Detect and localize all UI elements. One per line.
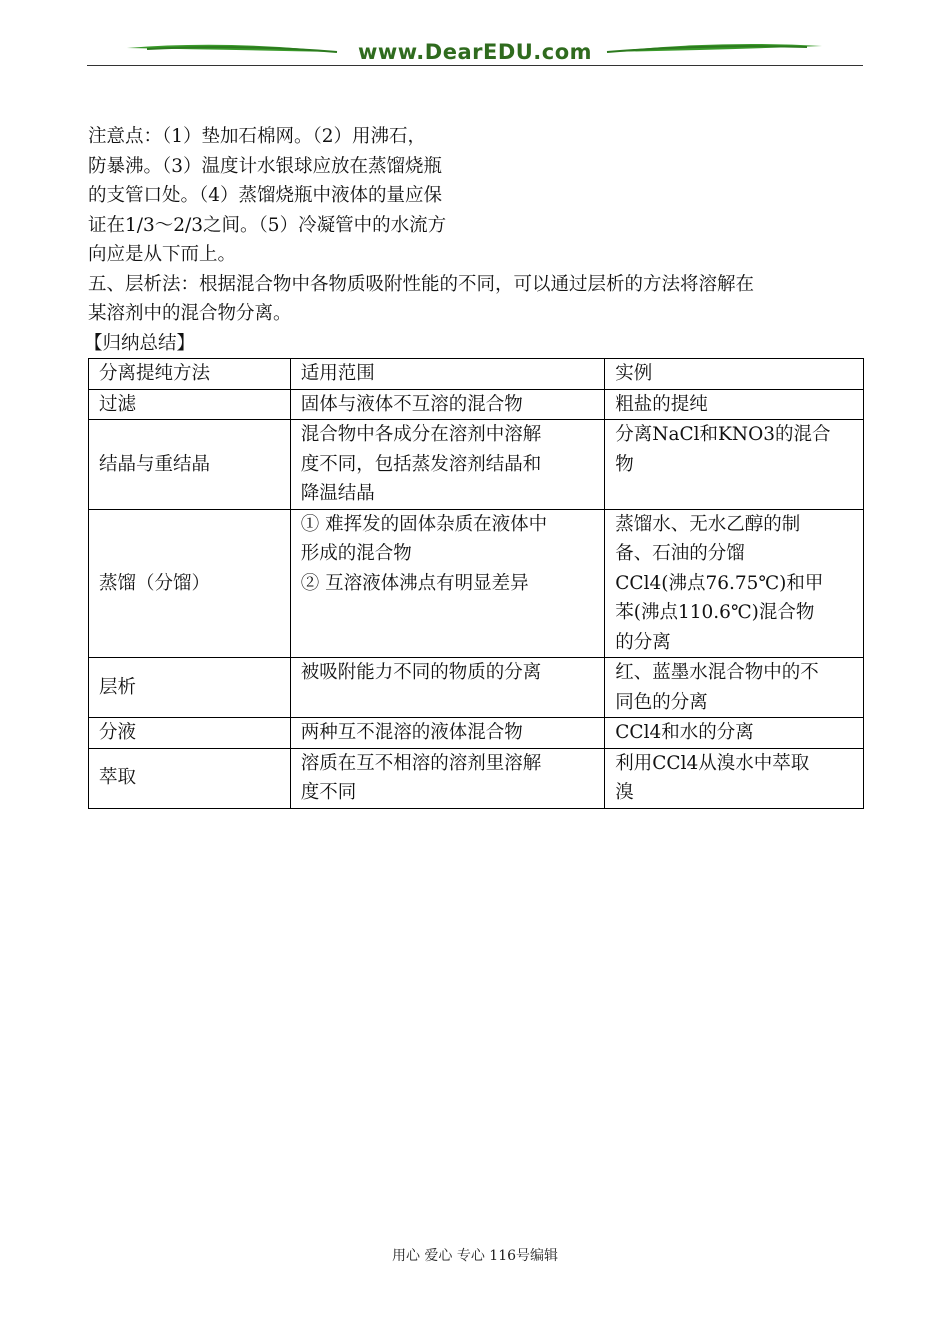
section5-line: 五、层析法：根据混合物中各物质吸附性能的不同，可以通过层析的方法将溶解在 (88, 273, 755, 295)
scope-cell (290, 389, 605, 420)
scope-line: 降温结晶 (300, 483, 375, 504)
example-cell (605, 718, 864, 749)
example-line: CCl4(沸点76.75℃)和甲 (615, 572, 824, 594)
example-line: 的分离 (615, 631, 671, 653)
example-line: 物 (615, 453, 634, 475)
scope-cell (290, 718, 605, 749)
method-cell: 蒸馏（分馏） (89, 509, 291, 658)
table-row (89, 748, 864, 808)
document-body (84, 122, 864, 809)
section5-line: 某溶剂中的混合物分离。 (88, 303, 292, 324)
example-line: 红、蓝墨水混合物中的不 (615, 662, 819, 683)
example-cell (605, 509, 864, 658)
scope-cell (290, 509, 605, 658)
example-line: 溴 (615, 782, 634, 803)
example-cell (605, 389, 864, 420)
notes-line: 防暴沸。（3）温度计水银球应放在蒸馏烧瓶 (88, 155, 443, 177)
method-cell: 过滤 (89, 389, 291, 420)
notes-line: 注意点：（1）垫加石棉网。（2）用沸石， (88, 126, 427, 147)
header-cell-example: 实例 (605, 359, 864, 390)
example-line: CCl4和水的分离 (615, 722, 754, 743)
table-row (89, 658, 864, 718)
example-line: 同色的分离 (615, 691, 708, 713)
page-footer: 用心 爱心 专心 116号编辑 (391, 1248, 559, 1264)
method-cell: 层析 (89, 658, 291, 718)
site-logo[interactable]: www.DearEDU.com (357, 40, 593, 64)
table-row (89, 718, 864, 749)
example-cell (605, 420, 864, 510)
header-divider (87, 65, 863, 66)
scope-line: 度不同，包括蒸发溶剂结晶和 (300, 453, 542, 475)
example-line: 备、石油的分馏 (615, 543, 745, 564)
scope-line: 被吸附能力不同的物质的分离 (300, 662, 542, 683)
site-header (87, 38, 863, 68)
scope-line: ① 难挥发的固体杂质在液体中 (300, 513, 548, 535)
table-row (89, 389, 864, 420)
notes-line: 证在1/3～2/3之间。（5）冷凝管中的水流方 (88, 214, 447, 236)
method-cell: 分液 (89, 718, 291, 749)
header-cell-method: 分离提纯方法 (89, 359, 291, 390)
scope-line: ② 互溶液体沸点有明显差异 (300, 572, 529, 594)
scope-line: 固体与液体不互溶的混合物 (300, 393, 523, 415)
table-row (89, 509, 864, 658)
table-header-row (89, 359, 864, 390)
scope-line: 混合物中各成分在溶剂中溶解 (300, 424, 542, 445)
method-cell: 结晶与重结晶 (89, 420, 291, 510)
example-cell (605, 748, 864, 808)
scope-cell (290, 658, 605, 718)
notes-paragraph (88, 122, 528, 270)
scope-line: 形成的混合物 (300, 543, 412, 564)
header-cell-scope: 适用范围 (290, 359, 605, 390)
example-line: 蒸馏水、无水乙醇的制 (615, 513, 801, 535)
method-cell: 萃取 (89, 748, 291, 808)
example-cell (605, 658, 864, 718)
notes-line: 向应是从下而上。 (88, 244, 237, 265)
summary-heading: 【归纳总结】 (84, 332, 196, 354)
scope-cell (290, 420, 605, 510)
example-line: 分离NaCl和KNO3的混合 (615, 424, 831, 445)
table-row (89, 420, 864, 510)
scope-cell (290, 748, 605, 808)
example-line: 粗盐的提纯 (615, 393, 708, 415)
notes-line: 的支管口处。（4）蒸馏烧瓶中液体的量应保 (88, 185, 443, 206)
scope-line: 度不同 (300, 782, 357, 803)
scope-line: 溶质在互不相溶的溶剂里溶解 (300, 752, 542, 774)
example-line: 苯(沸点110.6℃)混合物 (615, 602, 815, 623)
summary-table (88, 358, 864, 809)
scope-line: 两种互不混溶的液体混合物 (300, 722, 523, 743)
example-line: 利用CCl4从溴水中萃取 (615, 752, 810, 774)
